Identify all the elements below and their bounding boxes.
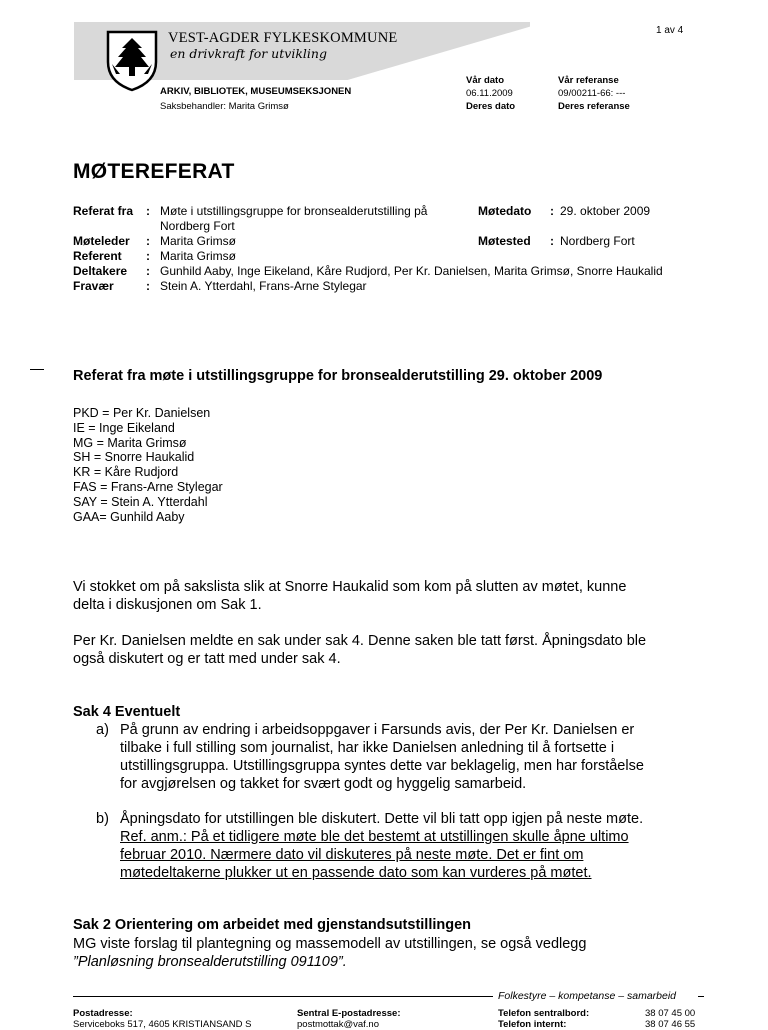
referat-fra-label: Referat fra [73,204,134,218]
page-number: 1 av 4 [656,25,684,36]
abbreviation-item: SAY = Stein A. Ytterdahl [73,494,208,509]
your-ref-label: Deres referanse [558,101,630,112]
abbreviation-list [73,406,223,524]
our-ref: 09/00211-66: --- [558,88,626,99]
reference-note-line: møtedeltakerne plukker ut en passende dato som kan vurderes på møtet. [120,865,592,881]
item-line: På grunn av endring i arbeidsoppgaver i Farsunds avis, der Per Kr. Danielsen er [120,722,635,738]
abbreviation-item: KR = Kåre Rudjord [73,465,179,480]
list-item-label: b) [96,811,109,827]
email-label: Sentral E-postadresse: [297,1008,401,1019]
email-value: postmottak@vaf.no [297,1019,379,1030]
colon: : [146,279,150,293]
list-item-text [120,810,710,882]
item-line: for avgjørelsen og takket for svært godt og hyggelig samarbeid. [120,776,527,792]
paragraph-agenda-change [73,578,673,614]
document-title: MØTEREFERAT [73,160,235,183]
referat-fra-value-1: Møte i utstillingsgruppe for bronsealderutstilling på [160,204,428,218]
deltakere-value: Gunhild Aaby, Inge Eikeland, Kåre Rudjord, Per Kr. Danielsen, Marita Grimsø, Snorre Haukalid [160,264,663,278]
referat-fra-value-2: Nordberg Fort [160,219,235,233]
org-name: VEST-AGDER FYLKESKOMMUNE [168,30,398,46]
colon: : [146,234,150,248]
postal-label: Postadresse: [73,1008,133,1019]
paragraph-line: Per Kr. Danielsen meldte en sak under sak 4. Denne saken ble tatt først. Åpningsdato ble [73,633,647,649]
abbreviation-item: IE = Inge Eikeland [73,420,175,435]
abbreviation-item: FAS = Frans-Arne Stylegar [73,479,223,494]
department: ARKIV, BIBLIOTEK, MUSEUMSEKSJONEN [160,86,352,97]
fravaer-value: Stein A. Ytterdahl, Frans-Arne Stylegar [160,279,367,293]
paragraph-line: også diskutert og er tatt med under sak 4. [73,651,341,667]
your-date-label: Deres dato [466,101,516,112]
list-item-a [96,721,716,801]
phone-internal-label: Telefon internt: [498,1019,567,1030]
motedato-label: Møtedato [478,204,532,218]
case-handler: Saksbehandler: Marita Grimsø [160,101,289,112]
phone-main-label: Telefon sentralbord: [498,1008,590,1019]
phone-main-value: 38 07 45 00 [645,1008,696,1019]
phone-internal-value: 38 07 46 55 [645,1019,696,1030]
item-line: Åpningsdato for utstillingen ble diskutert. Dette vil bli tatt opp igjen på neste møte. [120,811,644,827]
paragraph-line: MG viste forslag til plantegning og massemodell av utstillingen, se også vedlegg [73,936,587,952]
paragraph-line: ”Planløsning bronsealderutstilling 091109”. [73,954,347,970]
reference-note-line: februar 2010. Nærmere dato vil diskuteres på neste møte. Det er fint om [120,847,584,863]
footer-slogan: Folkestyre – kompetanse – samarbeid [498,990,677,1002]
reference-note-line: Ref. anm.: På et tidligere møte ble det bestemt at utstillingen skulle åpne ultimo [120,829,629,845]
our-date: 06.11.2009 [466,88,513,99]
margin-mark [30,369,44,370]
our-date-label: Vår dato [466,75,505,86]
org-slogan: en drivkraft for utvikling [170,46,327,61]
our-ref-label: Vår referanse [558,75,619,86]
colon: : [146,264,150,278]
sak2-paragraph [73,935,693,971]
colon: : [550,204,554,218]
motedato-value: 29. oktober 2009 [560,204,651,218]
item-line: tilbake i full stilling som journalist, har ikke Danielsen anledning til å fortsette i [120,740,615,756]
postal-value: Serviceboks 517, 4605 KRISTIANSAND S [73,1019,252,1030]
abbreviation-item: GAA= Gunhild Aaby [73,509,185,524]
moteleder-value: Marita Grimsø [160,234,236,248]
referent-value: Marita Grimsø [160,249,236,263]
sak4-heading: Sak 4 Eventuelt [73,704,181,720]
colon: : [146,204,150,218]
list-item-b [96,810,716,890]
motested-value: Nordberg Fort [560,234,635,248]
colon: : [550,234,554,248]
deltakere-label: Deltakere [73,264,128,278]
paragraph-line: Vi stokket om på sakslista slik at Snorre Haukalid som kom på slutten av møtet, kunne [73,579,627,595]
colon: : [146,249,150,263]
abbreviation-item: MG = Marita Grimsø [73,435,187,450]
abbreviation-item: PKD = Per Kr. Danielsen [73,406,211,420]
paragraph-line: delta i diskusjonen om Sak 1. [73,597,262,613]
referent-label: Referent [73,249,122,263]
paragraph-new-case [73,632,673,668]
referat-heading: Referat fra møte i utstillingsgruppe for bronsealderutstilling 29. oktober 2009 [73,368,603,384]
footer-divider [698,996,704,997]
list-item-text [120,721,710,793]
item-line: utstillingsgruppa. Utstillingsgruppa syntes dette var beklagelig, men har forståelse [120,758,644,774]
county-crest-icon [106,30,158,92]
fravaer-label: Fravær [73,279,114,293]
motested-label: Møtested [478,234,531,248]
abbreviation-item: SH = Snorre Haukalid [73,450,195,465]
sak2-heading: Sak 2 Orientering om arbeidet med gjenstandsutstillingen [73,917,472,933]
footer-divider [73,996,493,997]
list-item-label: a) [96,722,109,738]
moteleder-label: Møteleder [73,234,130,248]
